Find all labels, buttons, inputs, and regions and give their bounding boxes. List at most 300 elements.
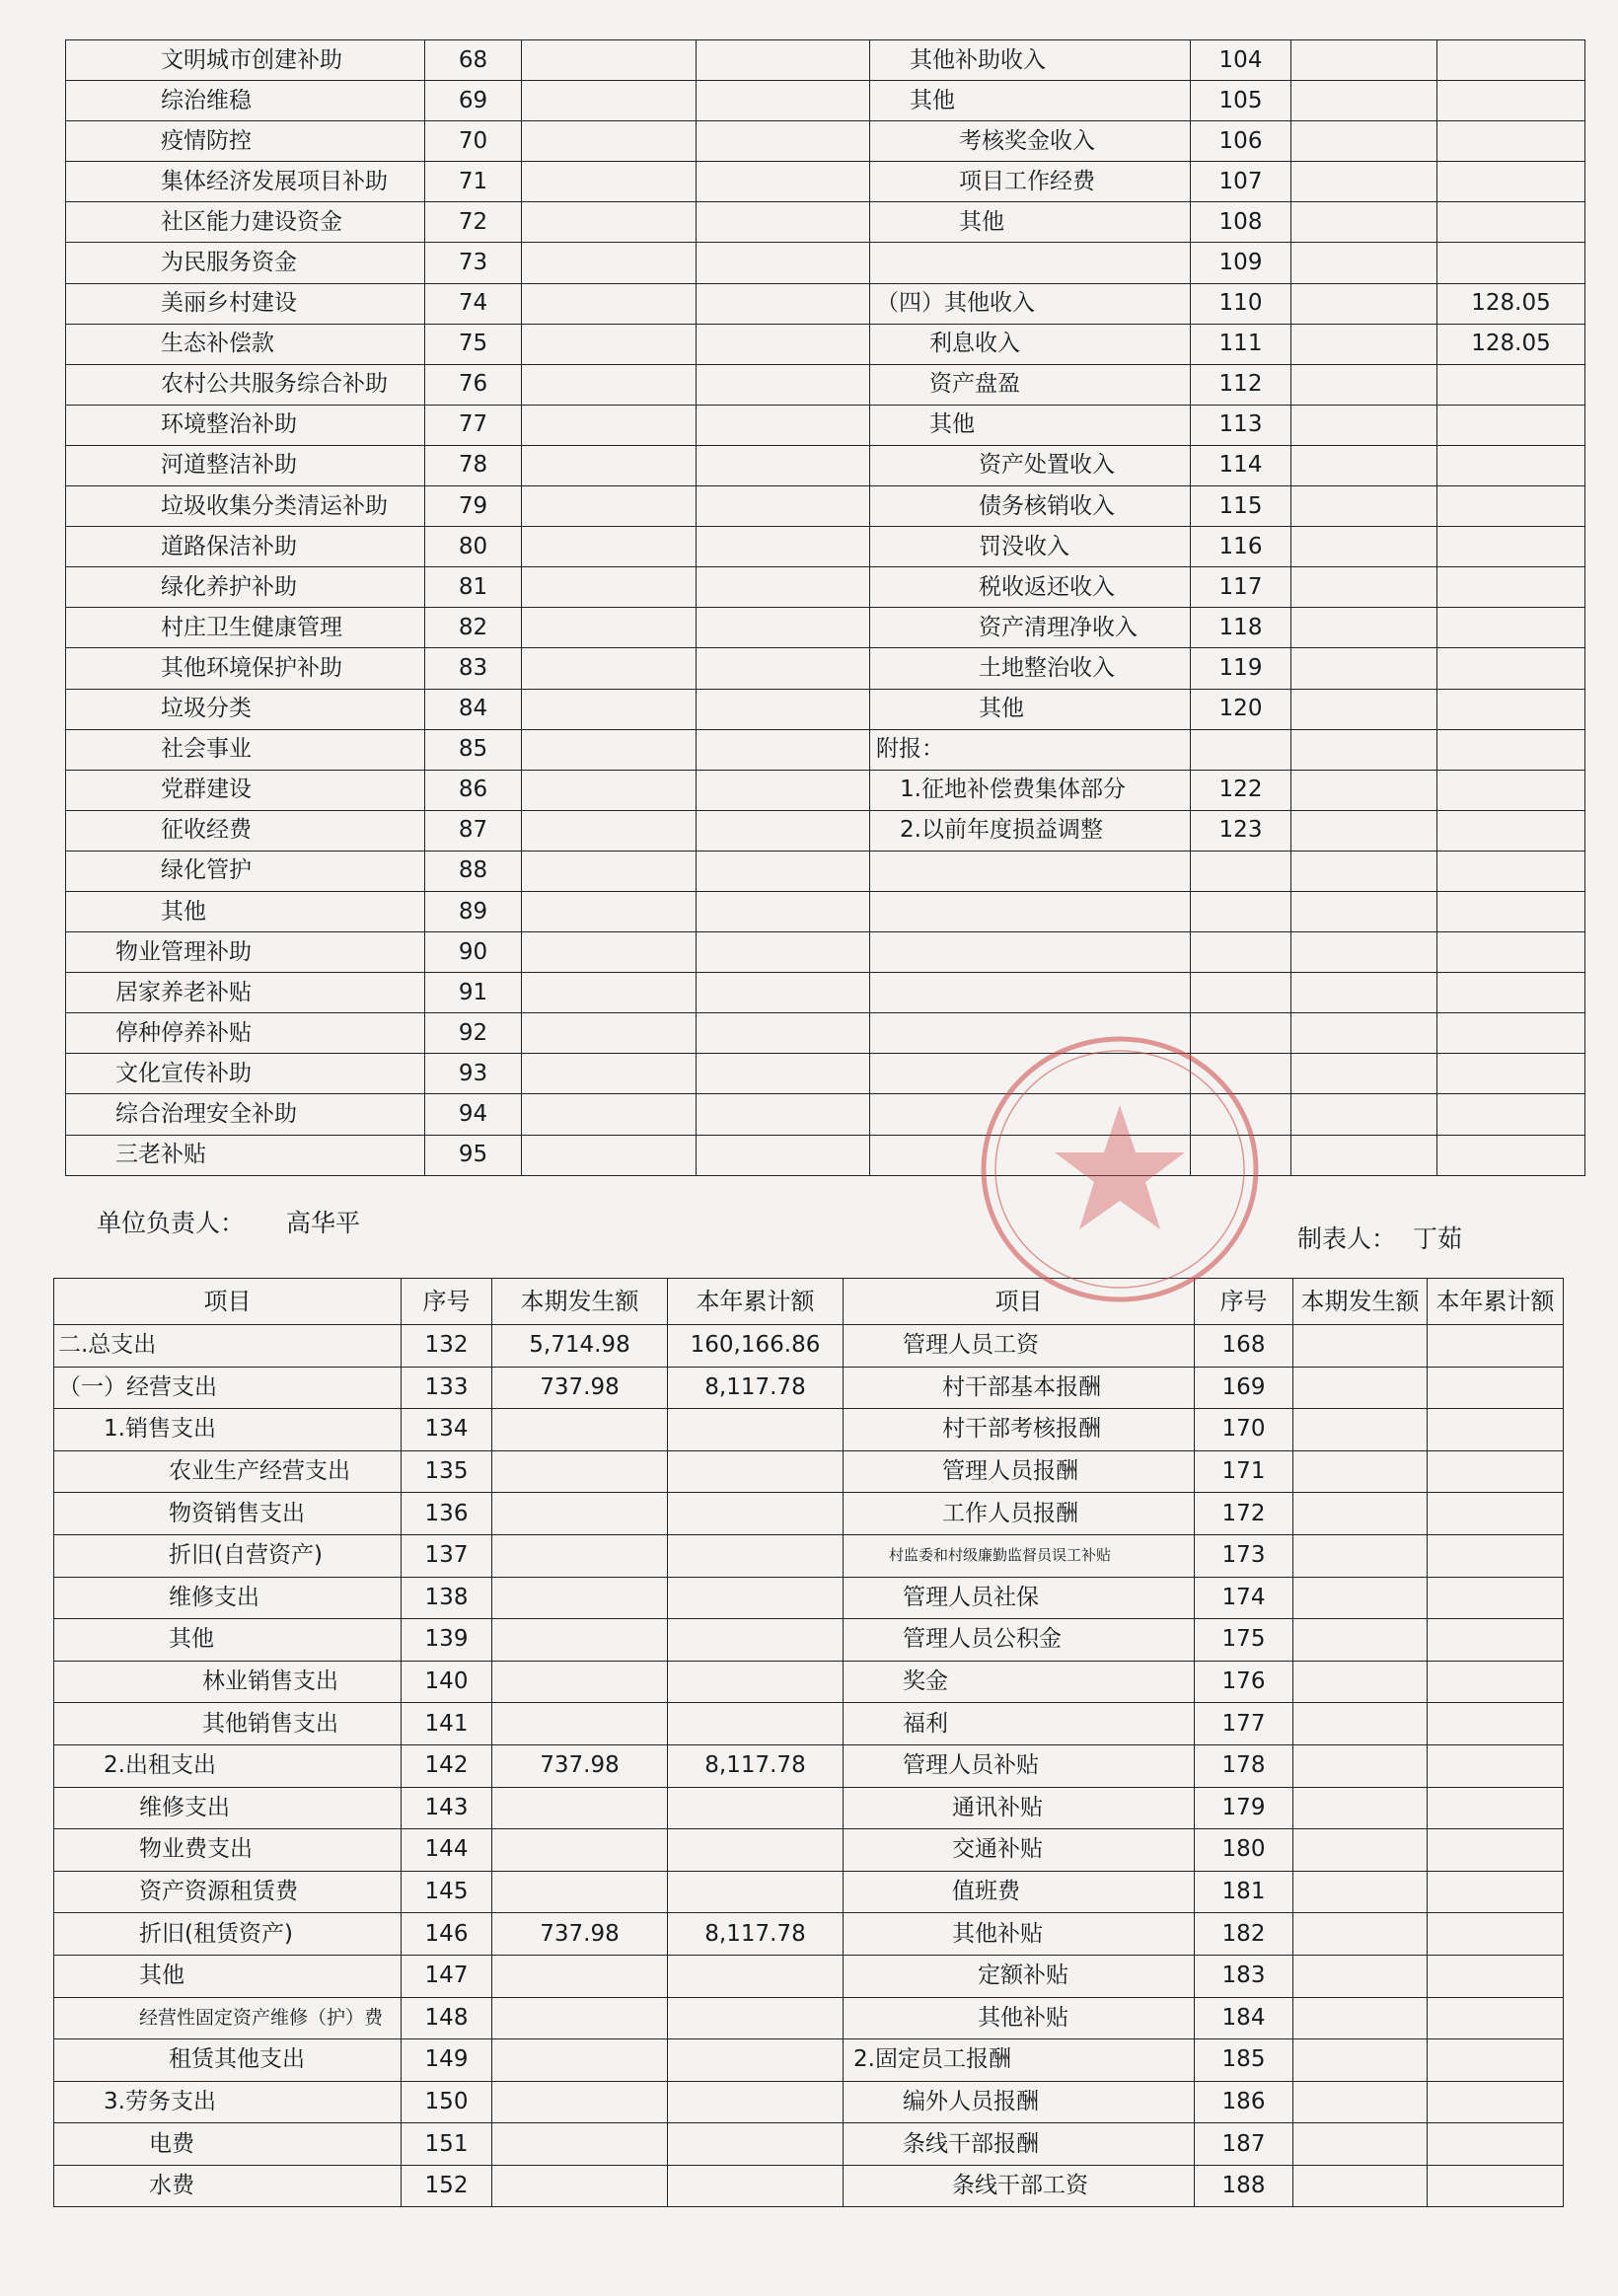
right-amount-cell <box>1293 2165 1428 2207</box>
left-seq-cell: 134 <box>402 1409 492 1451</box>
left-item-cell: 垃圾收集分类清运补助 <box>66 486 425 527</box>
left-ytd-cell <box>697 1135 870 1175</box>
left-seq-cell: 79 <box>425 486 522 527</box>
right-item-cell: 其他补贴 <box>844 1997 1195 2039</box>
left-ytd-cell <box>697 973 870 1013</box>
right-seq-cell <box>1191 1054 1291 1094</box>
left-amount-cell <box>492 1997 668 2039</box>
left-ytd-cell <box>697 932 870 973</box>
right-item-cell: 税收返还收入 <box>870 567 1191 608</box>
right-amount-cell <box>1293 1955 1428 1997</box>
left-ytd-cell: 8,117.78 <box>668 1744 844 1787</box>
right-item-cell: 其他 <box>870 81 1191 121</box>
right-item-cell: 奖金 <box>844 1661 1195 1703</box>
right-amount-cell <box>1293 1534 1428 1577</box>
header-item-2: 项目 <box>844 1279 1195 1325</box>
left-seq-cell: 143 <box>402 1787 492 1829</box>
right-amount-cell <box>1291 202 1437 243</box>
right-seq-cell <box>1191 729 1291 770</box>
right-item-cell: 2.固定员工报酬 <box>844 2039 1195 2082</box>
right-ytd-cell <box>1437 608 1585 648</box>
right-item-cell: 2.以前年度损益调整 <box>870 810 1191 851</box>
right-item-cell: 其他补贴 <box>844 1913 1195 1956</box>
left-amount-cell <box>492 1955 668 1997</box>
right-amount-cell <box>1291 324 1437 364</box>
right-amount-cell <box>1293 1871 1428 1913</box>
left-amount-cell <box>522 364 697 405</box>
left-ytd-cell <box>697 445 870 485</box>
left-ytd-cell <box>697 1094 870 1135</box>
right-ytd-cell <box>1428 2081 1564 2123</box>
left-item-cell: 物业费支出 <box>54 1829 402 1872</box>
right-seq-cell: 184 <box>1195 1997 1293 2039</box>
right-ytd-cell <box>1437 567 1585 608</box>
right-item-cell: 管理人员社保 <box>844 1577 1195 1619</box>
right-amount-cell <box>1291 567 1437 608</box>
right-item-cell: （四）其他收入 <box>870 283 1191 324</box>
left-seq-cell: 81 <box>425 567 522 608</box>
table-row <box>66 689 1585 729</box>
right-ytd-cell <box>1428 1744 1564 1787</box>
left-ytd-cell <box>697 81 870 121</box>
left-amount-cell <box>522 851 697 891</box>
left-seq-cell: 85 <box>425 729 522 770</box>
right-ytd-cell <box>1437 527 1585 567</box>
left-ytd-cell <box>697 527 870 567</box>
right-seq-cell <box>1191 1013 1291 1054</box>
left-item-cell: 1.销售支出 <box>54 1409 402 1451</box>
right-ytd-cell <box>1437 689 1585 729</box>
right-item-cell <box>870 1094 1191 1135</box>
left-amount-cell <box>522 608 697 648</box>
right-seq-cell: 107 <box>1191 162 1291 202</box>
left-seq-cell: 83 <box>425 648 522 689</box>
left-ytd-cell <box>668 2123 844 2166</box>
table-row <box>54 2081 1564 2123</box>
left-ytd-cell <box>697 364 870 405</box>
left-seq-cell: 151 <box>402 2123 492 2166</box>
left-amount-cell <box>522 527 697 567</box>
table-row <box>54 1703 1564 1745</box>
right-amount-cell <box>1291 162 1437 202</box>
right-seq-cell: 179 <box>1195 1787 1293 1829</box>
left-ytd-cell <box>668 1661 844 1703</box>
left-item-cell: 绿化管护 <box>66 851 425 891</box>
table-row <box>66 324 1585 364</box>
left-seq-cell: 72 <box>425 202 522 243</box>
right-item-cell: 其他补助收入 <box>870 40 1191 81</box>
table-row <box>66 81 1585 121</box>
left-ytd-cell <box>697 648 870 689</box>
right-seq-cell <box>1191 891 1291 931</box>
right-item-cell <box>870 851 1191 891</box>
left-item-cell: 折旧(租赁资产) <box>54 1913 402 1956</box>
table-row <box>66 1013 1585 1054</box>
left-ytd-cell <box>668 2081 844 2123</box>
left-seq-cell: 148 <box>402 1997 492 2039</box>
right-seq-cell <box>1191 973 1291 1013</box>
right-ytd-cell <box>1428 1913 1564 1956</box>
left-amount-cell <box>492 1577 668 1619</box>
left-item-cell: 综治维稳 <box>66 81 425 121</box>
left-item-cell: 绿化养护补助 <box>66 567 425 608</box>
left-amount-cell <box>492 2123 668 2166</box>
table-row <box>54 1534 1564 1577</box>
right-amount-cell <box>1293 1493 1428 1535</box>
right-seq-cell: 173 <box>1195 1534 1293 1577</box>
left-seq-cell: 75 <box>425 324 522 364</box>
left-item-cell: 二.总支出 <box>54 1325 402 1368</box>
right-item-cell: 管理人员报酬 <box>844 1450 1195 1493</box>
right-amount-cell <box>1293 2081 1428 2123</box>
table-row <box>66 770 1585 810</box>
left-amount-cell <box>522 324 697 364</box>
unit-head-label: 单位负责人： <box>97 1209 246 1237</box>
left-item-cell: 道路保洁补助 <box>66 527 425 567</box>
right-ytd-cell <box>1437 364 1585 405</box>
right-ytd-cell <box>1428 2165 1564 2207</box>
left-item-cell: 其他 <box>54 1955 402 1997</box>
left-seq-cell: 90 <box>425 932 522 973</box>
right-seq-cell: 168 <box>1195 1325 1293 1368</box>
left-item-cell: 党群建设 <box>66 770 425 810</box>
table-row <box>54 1661 1564 1703</box>
right-ytd-cell <box>1428 1955 1564 1997</box>
left-seq-cell: 68 <box>425 40 522 81</box>
left-amount-cell <box>522 648 697 689</box>
table-row <box>54 1450 1564 1493</box>
left-amount-cell: 5,714.98 <box>492 1325 668 1368</box>
left-item-cell: 生态补偿款 <box>66 324 425 364</box>
left-item-cell: 物业管理补助 <box>66 932 425 973</box>
left-amount-cell <box>492 1829 668 1872</box>
left-item-cell: 为民服务资金 <box>66 243 425 283</box>
right-seq-cell: 122 <box>1191 770 1291 810</box>
right-seq-cell <box>1191 932 1291 973</box>
right-amount-cell <box>1293 1450 1428 1493</box>
table-row <box>66 729 1585 770</box>
left-item-cell: 维修支出 <box>54 1577 402 1619</box>
left-ytd-cell <box>668 1871 844 1913</box>
left-amount-cell <box>492 1703 668 1745</box>
right-ytd-cell <box>1437 648 1585 689</box>
right-amount-cell <box>1293 1577 1428 1619</box>
right-ytd-cell <box>1437 405 1585 445</box>
right-seq-cell: 106 <box>1191 121 1291 162</box>
right-seq-cell: 176 <box>1195 1661 1293 1703</box>
table-row <box>54 2165 1564 2207</box>
left-seq-cell: 89 <box>425 891 522 931</box>
right-amount-cell <box>1291 608 1437 648</box>
right-amount-cell <box>1291 81 1437 121</box>
right-ytd-cell <box>1428 1829 1564 1872</box>
table-row <box>66 527 1585 567</box>
header-amount-2: 本期发生额 <box>1293 1279 1428 1325</box>
left-item-cell: （一）经营支出 <box>54 1367 402 1409</box>
left-seq-cell: 71 <box>425 162 522 202</box>
left-seq-cell: 150 <box>402 2081 492 2123</box>
right-item-cell: 债务核销收入 <box>870 486 1191 527</box>
right-amount-cell <box>1291 283 1437 324</box>
left-amount-cell <box>522 1094 697 1135</box>
right-seq-cell: 117 <box>1191 567 1291 608</box>
left-amount-cell <box>522 770 697 810</box>
left-item-cell: 2.出租支出 <box>54 1744 402 1787</box>
left-ytd-cell <box>697 486 870 527</box>
right-amount-cell <box>1293 1661 1428 1703</box>
right-seq-cell: 169 <box>1195 1367 1293 1409</box>
right-ytd-cell <box>1437 891 1585 931</box>
right-seq-cell: 109 <box>1191 243 1291 283</box>
right-item-cell: 考核奖金收入 <box>870 121 1191 162</box>
right-ytd-cell <box>1437 445 1585 485</box>
left-amount-cell <box>522 283 697 324</box>
left-item-cell: 停种停养补贴 <box>66 1013 425 1054</box>
right-seq-cell: 110 <box>1191 283 1291 324</box>
left-ytd-cell <box>668 1493 844 1535</box>
left-seq-cell: 69 <box>425 81 522 121</box>
left-amount-cell: 737.98 <box>492 1744 668 1787</box>
table-row <box>54 1913 1564 1956</box>
right-ytd-cell <box>1437 1135 1585 1175</box>
right-item-cell: 资产处置收入 <box>870 445 1191 485</box>
left-seq-cell: 137 <box>402 1534 492 1577</box>
right-ytd-cell <box>1437 243 1585 283</box>
left-amount-cell <box>522 121 697 162</box>
right-item-cell: 定额补贴 <box>844 1955 1195 1997</box>
table-row <box>66 121 1585 162</box>
right-ytd-cell <box>1428 1493 1564 1535</box>
right-item-cell: 条线干部工资 <box>844 2165 1195 2207</box>
left-item-cell: 其他环境保护补助 <box>66 648 425 689</box>
table-row <box>66 283 1585 324</box>
right-seq-cell: 185 <box>1195 2039 1293 2082</box>
right-ytd-cell <box>1428 1997 1564 2039</box>
left-item-cell: 经营性固定资产维修（护）费 <box>54 1997 402 2039</box>
right-amount-cell <box>1291 445 1437 485</box>
left-item-cell: 环境整治补助 <box>66 405 425 445</box>
right-item-cell: 管理人员公积金 <box>844 1619 1195 1662</box>
left-ytd-cell <box>697 608 870 648</box>
left-ytd-cell: 8,117.78 <box>668 1367 844 1409</box>
right-seq-cell: 119 <box>1191 648 1291 689</box>
table-row <box>54 1409 1564 1451</box>
right-ytd-cell <box>1437 486 1585 527</box>
right-item-cell: 项目工作经费 <box>870 162 1191 202</box>
left-seq-cell: 136 <box>402 1493 492 1535</box>
right-amount-cell <box>1291 121 1437 162</box>
left-ytd-cell <box>697 891 870 931</box>
left-ytd-cell <box>668 1577 844 1619</box>
right-ytd-cell <box>1428 1661 1564 1703</box>
left-amount-cell <box>522 729 697 770</box>
right-item-cell <box>870 932 1191 973</box>
right-seq-cell: 115 <box>1191 486 1291 527</box>
right-item-cell: 工作人员报酬 <box>844 1493 1195 1535</box>
left-seq-cell: 91 <box>425 973 522 1013</box>
right-amount-cell <box>1293 1367 1428 1409</box>
left-ytd-cell <box>668 1534 844 1577</box>
right-item-cell <box>870 1135 1191 1175</box>
table-row <box>66 445 1585 485</box>
preparer-name: 丁茹 <box>1413 1224 1463 1253</box>
left-ytd-cell: 8,117.78 <box>668 1913 844 1956</box>
right-ytd-cell: 128.05 <box>1437 283 1585 324</box>
table-row <box>54 1955 1564 1997</box>
left-ytd-cell <box>697 405 870 445</box>
right-ytd-cell <box>1437 121 1585 162</box>
right-amount-cell <box>1293 1997 1428 2039</box>
table-row <box>54 1493 1564 1535</box>
left-item-cell: 其他 <box>66 891 425 931</box>
right-item-cell: 通讯补贴 <box>844 1787 1195 1829</box>
left-item-cell: 文明城市创建补助 <box>66 40 425 81</box>
right-amount-cell <box>1291 1013 1437 1054</box>
left-ytd-cell <box>697 851 870 891</box>
table-row <box>66 202 1585 243</box>
table-row <box>66 40 1585 81</box>
right-ytd-cell <box>1428 1871 1564 1913</box>
table-row <box>54 1577 1564 1619</box>
table-row <box>66 1135 1585 1175</box>
left-seq-cell: 133 <box>402 1367 492 1409</box>
left-amount-cell <box>522 689 697 729</box>
table-row <box>66 567 1585 608</box>
right-seq-cell: 111 <box>1191 324 1291 364</box>
right-amount-cell <box>1293 1744 1428 1787</box>
header-amount: 本期发生额 <box>492 1279 668 1325</box>
left-item-cell: 美丽乡村建设 <box>66 283 425 324</box>
right-ytd-cell <box>1428 1450 1564 1493</box>
right-item-cell <box>870 1013 1191 1054</box>
left-seq-cell: 141 <box>402 1703 492 1745</box>
right-item-cell: 村监委和村级廉勤监督员误工补贴 <box>844 1534 1195 1577</box>
header-seq-2: 序号 <box>1195 1279 1293 1325</box>
left-ytd-cell <box>668 1409 844 1451</box>
table-row <box>66 810 1585 851</box>
left-amount-cell <box>522 243 697 283</box>
left-amount-cell <box>492 2081 668 2123</box>
right-ytd-cell <box>1437 162 1585 202</box>
left-item-cell: 其他销售支出 <box>54 1703 402 1745</box>
right-ytd-cell <box>1437 81 1585 121</box>
left-seq-cell: 144 <box>402 1829 492 1872</box>
right-amount-cell <box>1291 1094 1437 1135</box>
right-seq-cell: 108 <box>1191 202 1291 243</box>
right-amount-cell <box>1293 2039 1428 2082</box>
right-item-cell: 附报： <box>870 729 1191 770</box>
left-ytd-cell <box>697 202 870 243</box>
left-seq-cell: 84 <box>425 689 522 729</box>
left-amount-cell <box>492 2165 668 2207</box>
left-seq-cell: 146 <box>402 1913 492 1956</box>
left-amount-cell <box>522 486 697 527</box>
left-item-cell: 综合治理安全补助 <box>66 1094 425 1135</box>
right-amount-cell <box>1293 1619 1428 1662</box>
right-amount-cell <box>1293 1829 1428 1872</box>
left-ytd-cell <box>668 1703 844 1745</box>
left-seq-cell: 82 <box>425 608 522 648</box>
right-item-cell: 值班费 <box>844 1871 1195 1913</box>
left-item-cell: 资产资源租赁费 <box>54 1871 402 1913</box>
left-item-cell: 物资销售支出 <box>54 1493 402 1535</box>
right-amount-cell <box>1291 810 1437 851</box>
right-seq-cell: 170 <box>1195 1409 1293 1451</box>
left-ytd-cell <box>668 2039 844 2082</box>
left-seq-cell: 74 <box>425 283 522 324</box>
left-ytd-cell <box>697 1054 870 1094</box>
right-item-cell: 其他 <box>870 405 1191 445</box>
right-amount-cell <box>1293 1325 1428 1368</box>
right-seq-cell: 105 <box>1191 81 1291 121</box>
left-item-cell: 征收经费 <box>66 810 425 851</box>
right-item-cell: 村干部考核报酬 <box>844 1409 1195 1451</box>
header-seq: 序号 <box>402 1279 492 1325</box>
left-item-cell: 社区能力建设资金 <box>66 202 425 243</box>
right-amount-cell <box>1293 1409 1428 1451</box>
left-ytd-cell <box>697 689 870 729</box>
left-ytd-cell <box>668 1787 844 1829</box>
left-ytd-cell <box>697 243 870 283</box>
table-row <box>66 648 1585 689</box>
right-amount-cell <box>1291 243 1437 283</box>
left-item-cell: 集体经济发展项目补助 <box>66 162 425 202</box>
right-seq-cell: 116 <box>1191 527 1291 567</box>
table-row <box>66 932 1585 973</box>
left-seq-cell: 78 <box>425 445 522 485</box>
left-seq-cell: 152 <box>402 2165 492 2207</box>
right-ytd-cell <box>1428 1534 1564 1577</box>
right-item-cell: 利息收入 <box>870 324 1191 364</box>
left-ytd-cell <box>668 1955 844 1997</box>
left-item-cell: 垃圾分类 <box>66 689 425 729</box>
left-item-cell: 社会事业 <box>66 729 425 770</box>
left-item-cell: 折旧(自营资产) <box>54 1534 402 1577</box>
right-item-cell <box>870 973 1191 1013</box>
right-amount-cell <box>1291 932 1437 973</box>
left-amount-cell <box>522 567 697 608</box>
left-item-cell: 文化宣传补助 <box>66 1054 425 1094</box>
right-amount-cell <box>1291 770 1437 810</box>
right-seq-cell: 182 <box>1195 1913 1293 1956</box>
left-item-cell: 电费 <box>54 2123 402 2166</box>
right-ytd-cell <box>1428 1703 1564 1745</box>
right-item-cell: 其他 <box>870 202 1191 243</box>
expenditure-table <box>53 1278 1564 2207</box>
left-item-cell: 村庄卫生健康管理 <box>66 608 425 648</box>
right-item-cell: 资产盘盈 <box>870 364 1191 405</box>
right-amount-cell <box>1293 1913 1428 1956</box>
right-ytd-cell <box>1437 1013 1585 1054</box>
right-amount-cell <box>1291 1135 1437 1175</box>
table-row <box>66 608 1585 648</box>
right-ytd-cell <box>1428 1409 1564 1451</box>
table-row <box>66 243 1585 283</box>
right-seq-cell: 188 <box>1195 2165 1293 2207</box>
left-ytd-cell <box>668 1829 844 1872</box>
left-amount-cell <box>522 40 697 81</box>
left-seq-cell: 132 <box>402 1325 492 1368</box>
right-seq-cell <box>1191 851 1291 891</box>
right-seq-cell: 187 <box>1195 2123 1293 2166</box>
right-amount-cell <box>1291 1054 1437 1094</box>
left-amount-cell <box>492 1409 668 1451</box>
table-row <box>54 1787 1564 1829</box>
right-seq-cell: 178 <box>1195 1744 1293 1787</box>
table-row <box>54 1367 1564 1409</box>
left-item-cell: 林业销售支出 <box>54 1661 402 1703</box>
right-item-cell <box>870 891 1191 931</box>
